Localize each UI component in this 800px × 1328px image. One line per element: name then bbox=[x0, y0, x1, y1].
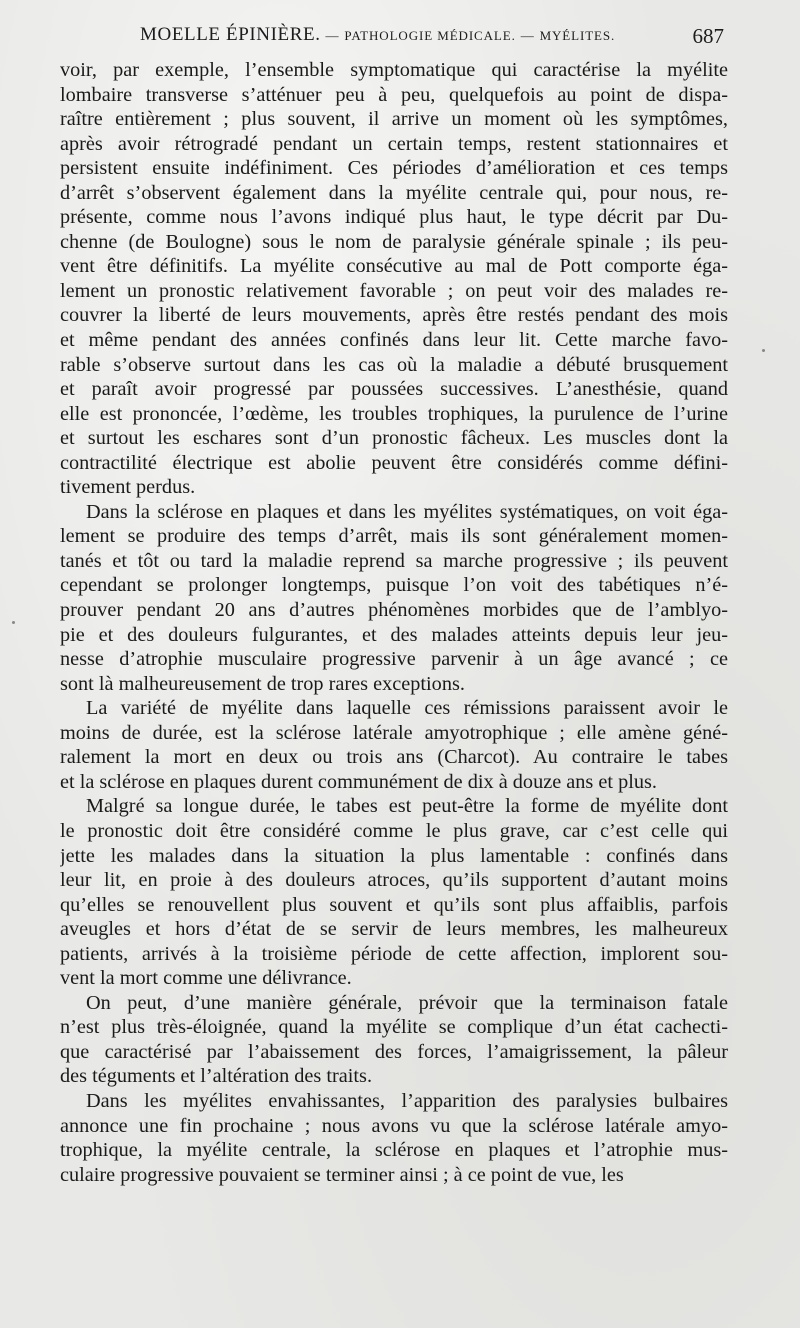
text-line: jette les malades dans la situation la plus lamentable : confinés dans bbox=[60, 844, 728, 867]
text-line: On peut, d’une manière générale, prévoir que la terminaison fatale bbox=[86, 991, 728, 1014]
text-line: Malgré sa longue durée, le tabes est peut-être la forme de myélite dont bbox=[86, 795, 728, 818]
margin-speck bbox=[762, 349, 765, 352]
margin-speck bbox=[12, 621, 15, 624]
text-line: culaire progressive pouvaient se terminer ainsi ; à ce point de vue, les bbox=[60, 1163, 624, 1186]
text-line: ralement la mort en deux ou trois ans (Charcot). Au contraire le tabes bbox=[60, 746, 728, 769]
text-line: prouver pendant 20 ans d’autres phénomènes morbides que de l’amblyo- bbox=[60, 599, 728, 622]
text-line: d’arrêt s’observent également dans la myélite centrale qui, pour nous, re- bbox=[60, 181, 728, 204]
paragraph bbox=[60, 58, 728, 500]
text-line: vent la mort comme une délivrance. bbox=[60, 967, 352, 990]
text-line: voir, par exemple, l’ensemble symptomatique qui caractérise la myélite bbox=[60, 59, 728, 81]
paragraph bbox=[60, 500, 728, 696]
paragraph bbox=[60, 794, 728, 990]
text-line: et surtout les eschares sont d’un pronostic fâcheux. Les muscles dont la bbox=[60, 427, 728, 450]
text-line: vent être définitifs. La myélite consécutive au mal de Pott comporte éga- bbox=[60, 255, 728, 278]
text-line: annonce une fin prochaine ; nous avons vu que la sclérose latérale amyo- bbox=[60, 1114, 728, 1137]
header-dash-1: — bbox=[325, 28, 340, 43]
text-line: lement un pronostic relativement favorable ; on peut voir des malades re- bbox=[60, 279, 728, 302]
text-line: contractilité électrique est abolie peuvent être considérés comme défini- bbox=[60, 451, 728, 474]
text-line: cependant se prolonger longtemps, puisque l’on voit des tabétiques n’é- bbox=[60, 574, 728, 597]
paragraph bbox=[60, 696, 728, 794]
text-line: chenne (de Boulogne) sous le nom de paralysie générale spinale ; ils peu- bbox=[60, 230, 728, 253]
text-line: elle est prononcée, l’œdème, les troubles trophiques, la purulence de l’urine bbox=[60, 402, 728, 425]
text-line: pie et des douleurs fulgurantes, et des malades atteints depuis leur jeu- bbox=[60, 623, 728, 646]
header-dash-2: — bbox=[520, 28, 535, 43]
header-section: PATHOLOGIE MÉDICALE. bbox=[344, 28, 516, 43]
text-line: n’est plus très-éloignée, quand la myélite se complique d’un état cachecti- bbox=[60, 1016, 728, 1039]
header-subsection: MYÉLITES. bbox=[539, 28, 616, 43]
text-line: aveugles et hors d’état de se servir de leurs membres, les malheureux bbox=[60, 918, 728, 941]
text-line: après avoir rétrogradé pendant un certain temps, restent stationnaires et bbox=[60, 132, 728, 155]
text-line: raître entièrement ; plus souvent, il arrive un moment où les symptômes, bbox=[60, 108, 728, 131]
text-line: présente, comme nous l’avons indiqué plus haut, le type décrit par Du- bbox=[60, 206, 728, 229]
text-line: et la sclérose en plaques durent communément de dix à douze ans et plus. bbox=[60, 770, 657, 793]
text-line: qu’elles se renouvellent plus souvent et qu’ils sont plus affaiblis, parfois bbox=[60, 893, 728, 916]
paragraph bbox=[60, 991, 728, 1089]
text-line: persistent ensuite indéfiniment. Ces périodes d’amélioration et ces temps bbox=[60, 157, 728, 180]
paragraph bbox=[60, 1089, 728, 1187]
text-line: La variété de myélite dans laquelle ces rémissions paraissent avoir le bbox=[86, 697, 728, 720]
running-head bbox=[140, 24, 615, 46]
text-line: et même pendant des années confinés dans leur lit. Cette marche favo- bbox=[60, 329, 728, 352]
text-line: couvrer la liberté de leurs mouvements, après être restés pendant des mois bbox=[60, 304, 728, 327]
header-title: MOELLE ÉPINIÈRE. bbox=[140, 24, 321, 45]
text-line: lement se produire des temps d’arrêt, mais ils sont généralement momen- bbox=[60, 525, 728, 548]
text-line: que caractérisé par l’abaissement des forces, l’amaigrissement, la pâleur bbox=[60, 1040, 728, 1063]
text-line: trophique, la myélite centrale, la sclérose en plaques et l’atrophie mus- bbox=[60, 1139, 728, 1162]
text-line: rable s’observe surtout dans les cas où la maladie a débuté brusquement bbox=[60, 353, 728, 376]
text-line: sont là malheureusement de trop rares exceptions. bbox=[60, 672, 465, 695]
body-text bbox=[60, 58, 728, 1187]
text-line: et paraît avoir progressé par poussées successives. L’anesthésie, quand bbox=[60, 378, 728, 401]
text-line: leur lit, en proie à des douleurs atroces, qu’ils supportent d’autant moins bbox=[60, 869, 728, 892]
text-line: Dans les myélites envahissantes, l’apparition des paralysies bulbaires bbox=[86, 1089, 728, 1112]
text-line: patients, arrivés à la troisième période de cette affection, implorent sou- bbox=[60, 942, 728, 965]
text-line: tanés et tôt ou tard la maladie reprend sa marche progressive ; ils peuvent bbox=[60, 549, 728, 572]
text-line: nesse d’atrophie musculaire progressive parvenir à un âge avancé ; ce bbox=[60, 648, 728, 671]
text-line: lombaire transverse s’atténuer peu à peu, quelquefois au point de dispa- bbox=[60, 83, 728, 106]
text-line: tivement perdus. bbox=[60, 476, 196, 499]
text-line: le pronostic doit être considéré comme le plus grave, car c’est celle qui bbox=[60, 819, 728, 842]
text-line: moins de durée, est la sclérose latérale amyotrophique ; elle amène géné- bbox=[60, 721, 728, 744]
text-line: Dans la sclérose en plaques et dans les myélites systématiques, on voit éga- bbox=[86, 500, 728, 523]
text-line: des téguments et l’altération des traits. bbox=[60, 1065, 373, 1088]
running-header bbox=[60, 22, 728, 52]
page-number: 687 bbox=[692, 24, 724, 48]
